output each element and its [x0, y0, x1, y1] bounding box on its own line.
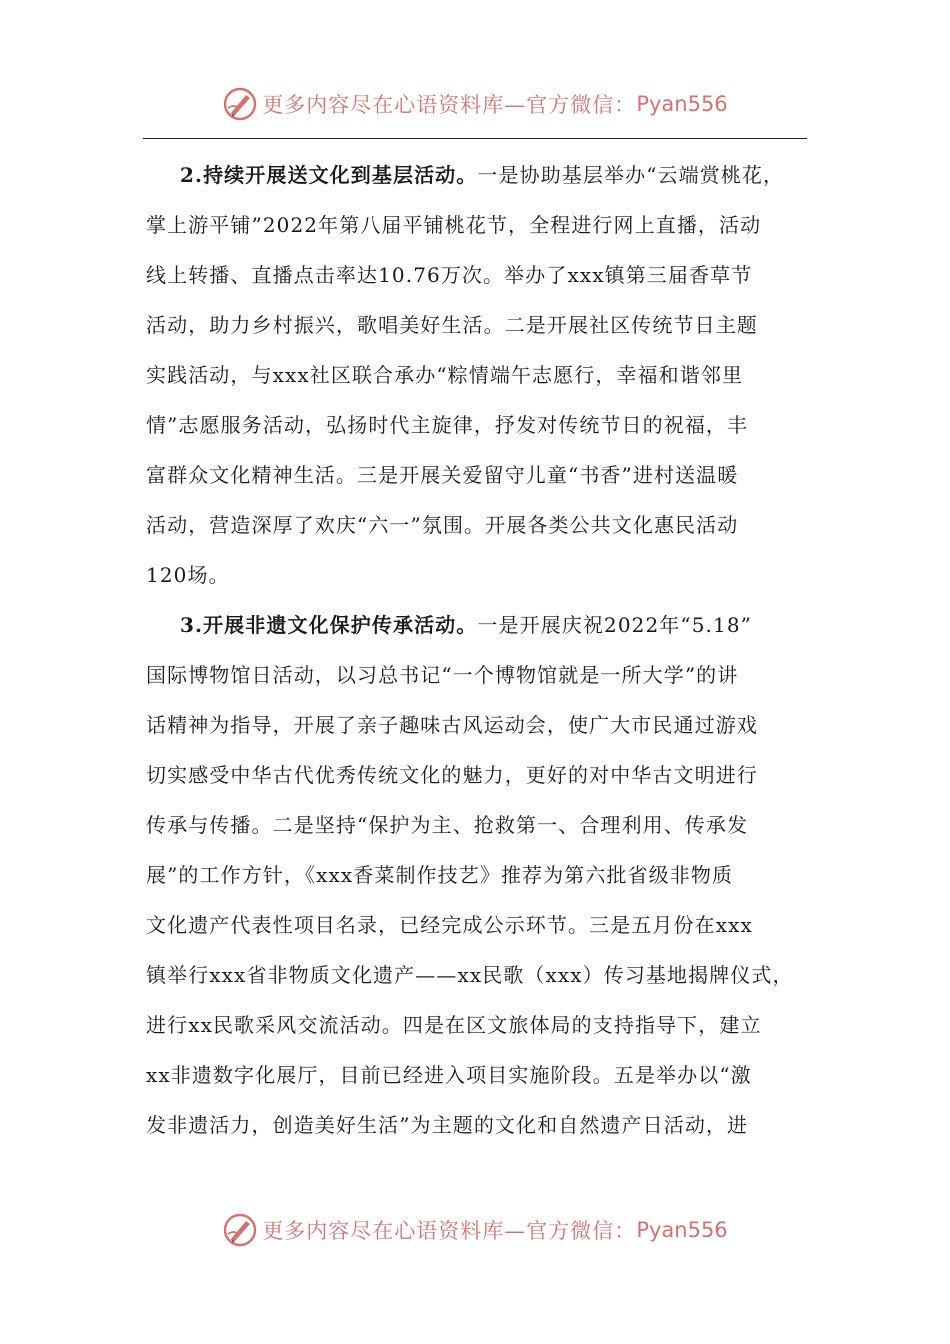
watermark-text: 更多内容尽在心语资料库—官方微信： — [262, 93, 637, 117]
paragraph-line: 文化遗产代表性项目名录，已经完成公示环节。三是五月份在xxx — [146, 913, 753, 937]
watermark-id: Pyan556 — [636, 92, 728, 116]
paragraph-text: 一是开展庆祝2022年“5.18” — [477, 613, 752, 637]
paragraph-line: 话精神为指导，开展了亲子趣味古风运动会，使广大市民通过游戏 — [146, 713, 758, 737]
paragraph-text: 一是协助基层举办“云端赏桃花， — [477, 163, 785, 187]
paragraph-line: 镇举行xxx省非物质文化遗产——xx民歌（xxx）传习基地揭牌仪式， — [146, 963, 794, 987]
paragraph-line: 线上转播、直播点击率达10.76万次。举办了xxx镇第三届香草节 — [146, 263, 753, 287]
paragraph-line: 活动，助力乡村振兴，歌唱美好生活。二是开展社区传统节日主题 — [146, 313, 758, 337]
paragraph-line — [146, 600, 808, 650]
header-divider — [143, 138, 807, 139]
section-heading: 2.持续开展送文化到基层活动。 — [180, 163, 478, 187]
paragraph-line: 传承与传播。二是坚持“保护为主、抢救第一、合理利用、传承发 — [146, 813, 749, 837]
paragraph-line: xx非遗数字化展厅，目前已经进入项目实施阶段。五是举办以“激 — [146, 1063, 752, 1087]
paragraph-line: 国际博物馆日活动，以习总书记“一个博物馆就是一所大学”的讲 — [146, 663, 739, 687]
pen-logo-icon — [222, 86, 258, 122]
paragraph-line: 120场。 — [146, 563, 230, 587]
paragraph-line: 活动，营造深厚了欢庆“六一”氛围。开展各类公共文化惠民活动 — [146, 513, 739, 537]
header-watermark — [0, 84, 950, 124]
paragraph-line: 进行xx民歌采风交流活动。四是在区文旅体局的支持指导下，建立 — [146, 1013, 762, 1037]
paragraph-line: 实践活动，与xxx社区联合承办“粽情端午志愿行，幸福和谐邻里 — [146, 363, 744, 387]
paragraph-line — [146, 150, 808, 200]
section-heading: 3.开展非遗文化保护传承活动。 — [180, 613, 478, 637]
paragraph-line: 发非遗活力，创造美好生活”为主题的文化和自然遗产日活动，进 — [146, 1113, 749, 1137]
paragraph-line: 掌上游平铺”2022年第八届平铺桃花节，全程进行网上直播，活动 — [146, 213, 762, 237]
watermark-id: Pyan556 — [636, 1218, 728, 1242]
paragraph-line: 情”志愿服务活动，弘扬时代主旋律，抒发对传统节日的祝福，丰 — [146, 413, 749, 437]
paragraph-line: 切实感受中华古代优秀传统文化的魅力，更好的对中华古文明进行 — [146, 763, 758, 787]
pen-logo-icon — [222, 1212, 258, 1248]
watermark-text: 更多内容尽在心语资料库—官方微信： — [262, 1219, 637, 1243]
paragraph-line: 展”的工作方针，《xxx香菜制作技艺》推荐为第六批省级非物质 — [146, 863, 734, 887]
footer-watermark — [0, 1210, 950, 1250]
paragraph-line: 富群众文化精神生活。三是开展关爱留守儿童“书香”进村送温暖 — [146, 463, 739, 487]
document-body — [146, 150, 808, 1150]
